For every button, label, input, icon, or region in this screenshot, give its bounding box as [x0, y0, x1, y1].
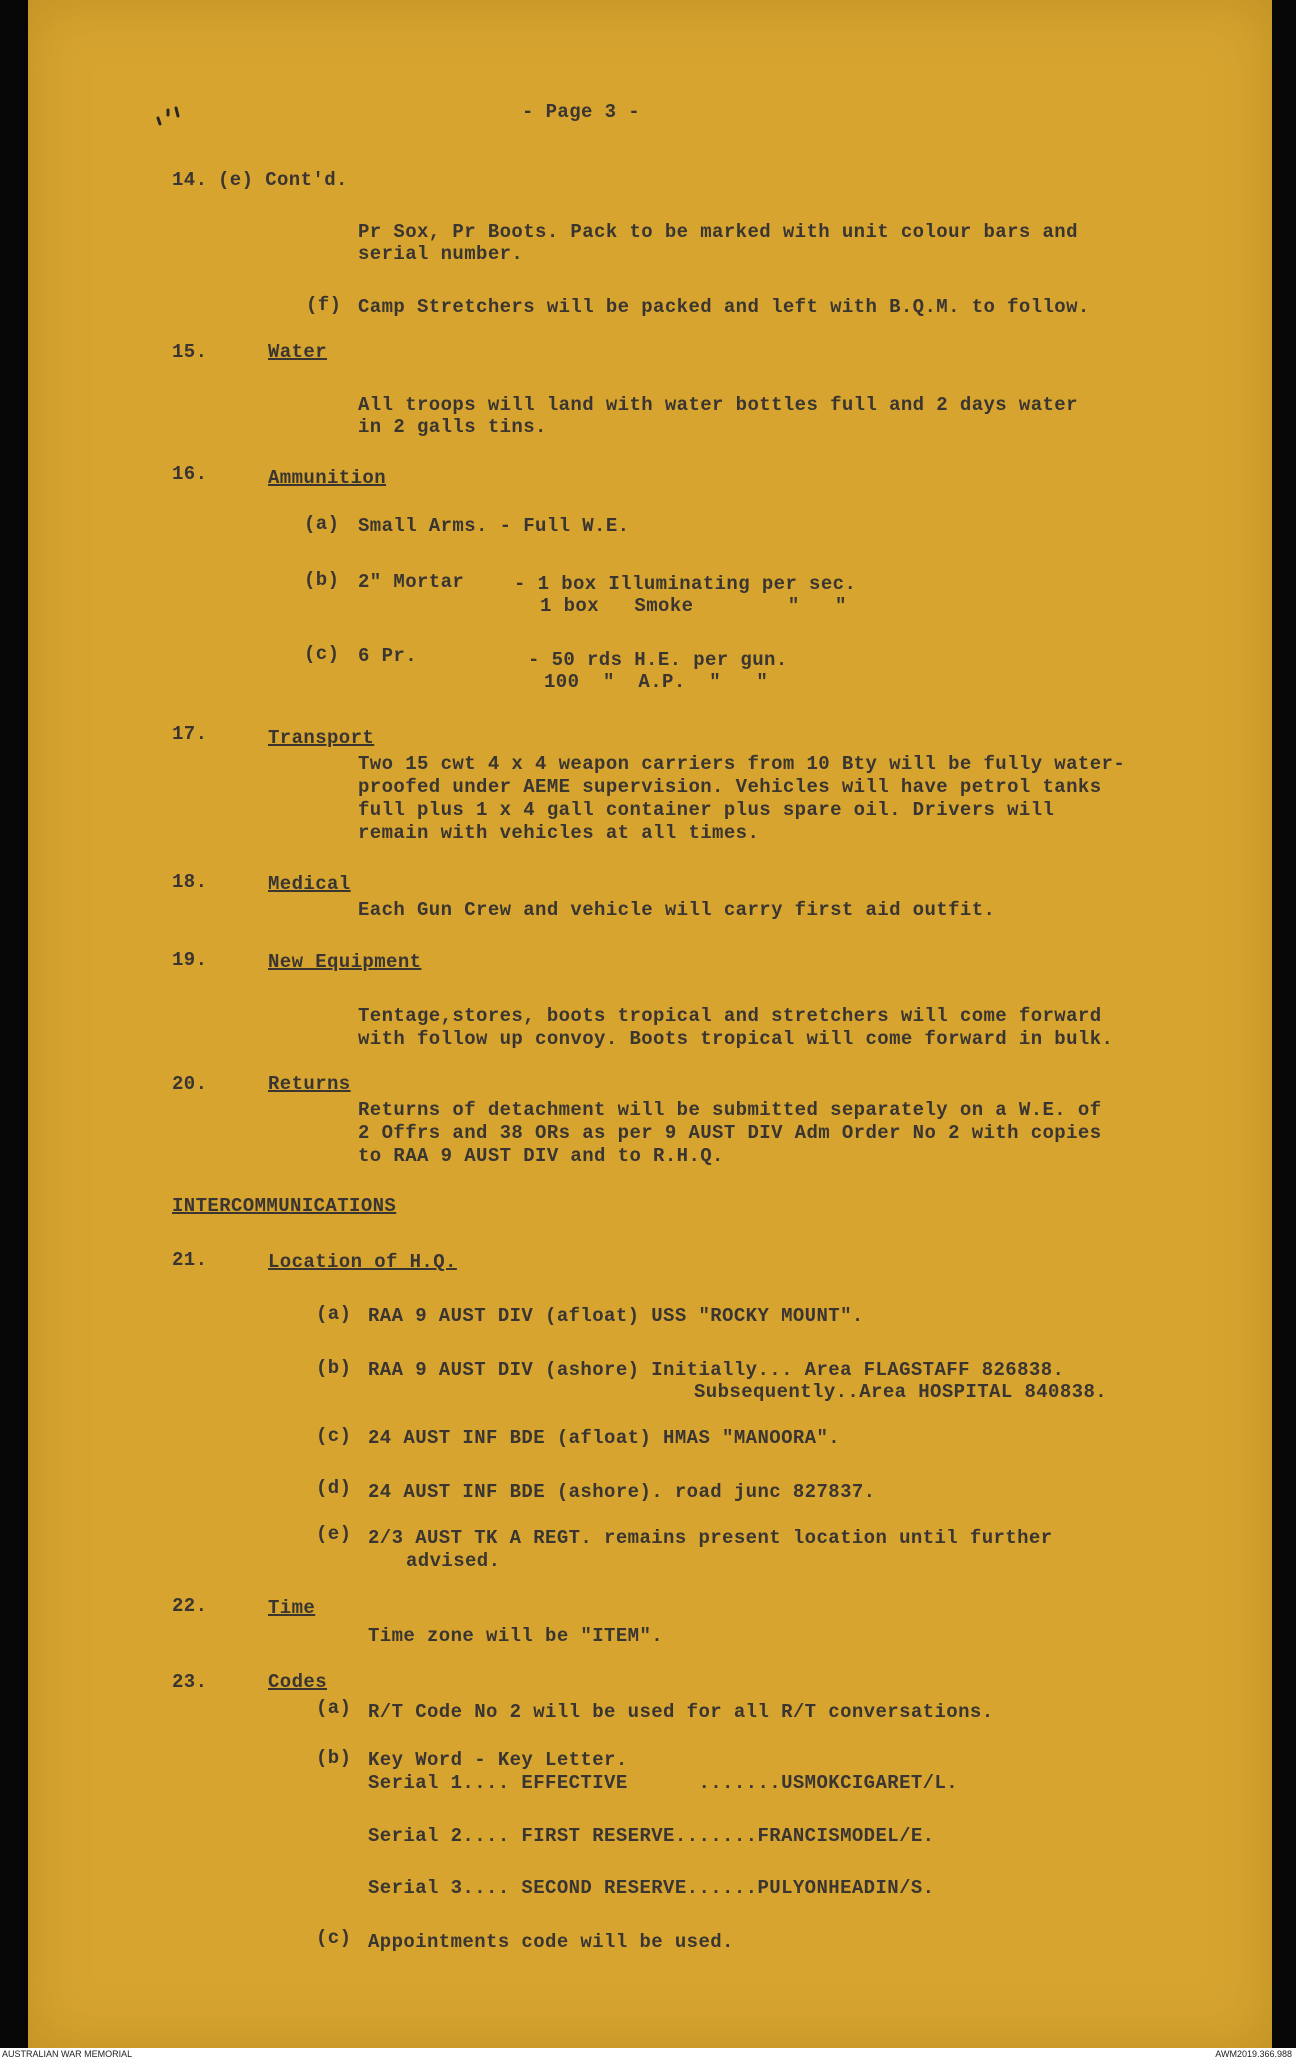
- item-17-text-line-3: full plus 1 x 4 gall container plus spare oil. Drivers will: [358, 799, 1055, 821]
- item-16-c-line-1: - 50 rds H.E. per gun.: [528, 649, 788, 671]
- item-23-b-text: Key Word - Key Letter.: [368, 1749, 628, 1771]
- item-16-b-line-2: 1 box Smoke " ": [540, 595, 847, 617]
- item-23-number: 23.: [172, 1671, 208, 1693]
- item-20-text-line-2: 2 Offrs and 38 ORs as per 9 AUST DIV Adm Order No 2 with copies: [358, 1122, 1102, 1144]
- item-17-text-line-4: remain with vehicles at all times.: [358, 822, 760, 844]
- page-header: - Page 3 -: [522, 101, 641, 123]
- footer-bar: [0, 2048, 1296, 2061]
- item-16-c-item: 6 Pr.: [358, 645, 418, 667]
- item-16-c-line-2: 100 " A.P. " ": [544, 671, 769, 693]
- item-23-c-label: (c): [316, 1927, 352, 1949]
- item-19-text-line-2: with follow up convoy. Boots tropical will come forward in bulk.: [358, 1028, 1114, 1050]
- item-15-heading: Water: [268, 341, 328, 363]
- item-21-b-label: (b): [316, 1357, 352, 1379]
- item-16-heading: Ammunition: [268, 467, 387, 489]
- item-20-text-line-1: Returns of detachment will be submitted separately on a W.E. of: [358, 1099, 1102, 1121]
- item-15-number: 15.: [172, 341, 208, 363]
- item-21-a-text: RAA 9 AUST DIV (afloat) USS "ROCKY MOUNT".: [368, 1305, 864, 1327]
- item-18-heading: Medical: [268, 873, 351, 895]
- item-23-a-label: (a): [316, 1697, 352, 1719]
- item-22-number: 22.: [172, 1595, 208, 1617]
- intercommunications-heading: INTERCOMMUNICATIONS: [172, 1195, 397, 1217]
- item-21-d-text: 24 AUST INF BDE (ashore). road junc 827837.: [368, 1481, 876, 1503]
- item-21-c-text: 24 AUST INF BDE (afloat) HMAS "MANOORA".: [368, 1427, 841, 1449]
- item-18-text-line-1: Each Gun Crew and vehicle will carry first aid outfit.: [358, 899, 996, 921]
- item-19-number: 19.: [172, 949, 208, 971]
- item-14-number: 14.: [172, 169, 208, 191]
- item-21-e-text: 2/3 AUST TK A REGT. remains present location until further: [368, 1527, 1053, 1549]
- item-15-text-line-1: All troops will land with water bottles full and 2 days water: [358, 394, 1078, 416]
- item-16-b-line-1: - 1 box Illuminating per sec.: [514, 573, 857, 595]
- item-19-heading: New Equipment: [268, 951, 422, 973]
- item-23-b-label: (b): [316, 1747, 352, 1769]
- item-21-c-label: (c): [316, 1425, 352, 1447]
- item-20-text-line-3: to RAA 9 AUST DIV and to R.H.Q.: [358, 1145, 724, 1167]
- item-16-b-item: 2" Mortar: [358, 571, 465, 593]
- item-22-text-line-1: Time zone will be "ITEM".: [368, 1625, 664, 1647]
- item-19-text-line-1: Tentage,stores, boots tropical and stretchers will come forward: [358, 1005, 1102, 1027]
- item-16-a-text: Small Arms. - Full W.E.: [358, 515, 630, 537]
- item-22-heading: Time: [268, 1597, 316, 1619]
- item-18-number: 18.: [172, 871, 208, 893]
- item-16-number: 16.: [172, 463, 208, 485]
- item-21-a-label: (a): [316, 1303, 352, 1325]
- item-23-a-text: R/T Code No 2 will be used for all R/T conversations.: [368, 1701, 994, 1723]
- item-21-e-label: (e): [316, 1523, 352, 1545]
- item-16-a-label: (a): [304, 513, 340, 535]
- item-20-number: 20.: [172, 1073, 208, 1095]
- document-page: [28, 0, 1272, 2048]
- item-14-f-label: (f): [306, 294, 342, 316]
- item-17-heading: Transport: [268, 727, 375, 749]
- item-23-heading: Codes: [268, 1671, 328, 1693]
- item-23-serial-2: Serial 2.... FIRST RESERVE.......FRANCISMODEL/E.: [368, 1825, 935, 1847]
- item-17-number: 17.: [172, 723, 208, 745]
- item-20-heading: Returns: [268, 1073, 351, 1095]
- item-21-b-text-2: Subsequently..Area HOSPITAL 840838.: [694, 1381, 1108, 1403]
- item-14-title: (e) Cont'd.: [218, 169, 348, 191]
- item-16-c-label: (c): [304, 643, 340, 665]
- item-17-text-line-1: Two 15 cwt 4 x 4 weapon carriers from 10 Bty will be fully water-: [358, 753, 1126, 775]
- item-21-e-text-2: advised.: [406, 1550, 501, 1572]
- footer-reference-id: AWM2019.366.988: [1215, 2049, 1292, 2059]
- item-14-f-text: Camp Stretchers will be packed and left with B.Q.M. to follow.: [358, 296, 1090, 318]
- handwritten-mark-icon: [154, 104, 188, 138]
- item-23-serial-3: Serial 3.... SECOND RESERVE......PULYONHEADIN/S.: [368, 1877, 935, 1899]
- item-17-text-line-2: proofed under AEME supervision. Vehicles will have petrol tanks: [358, 776, 1102, 798]
- item-21-number: 21.: [172, 1249, 208, 1271]
- item-15-text-line-2: in 2 galls tins.: [358, 416, 547, 438]
- item-23-serial-1: Serial 1.... EFFECTIVE .......USMOKCIGARET/L.: [368, 1772, 959, 1794]
- footer-source-label: AUSTRALIAN WAR MEMORIAL: [2, 2049, 133, 2059]
- item-21-d-label: (d): [316, 1477, 352, 1499]
- item-16-b-label: (b): [304, 569, 340, 591]
- item-21-b-text: RAA 9 AUST DIV (ashore) Initially... Area FLAGSTAFF 826838.: [368, 1359, 1065, 1381]
- item-23-c-text: Appointments code will be used.: [368, 1931, 734, 1953]
- item-14-text-line-2: serial number.: [358, 243, 524, 265]
- item-14-text-line-1: Pr Sox, Pr Boots. Pack to be marked with unit colour bars and: [358, 221, 1078, 243]
- item-21-heading: Location of H.Q.: [268, 1251, 457, 1273]
